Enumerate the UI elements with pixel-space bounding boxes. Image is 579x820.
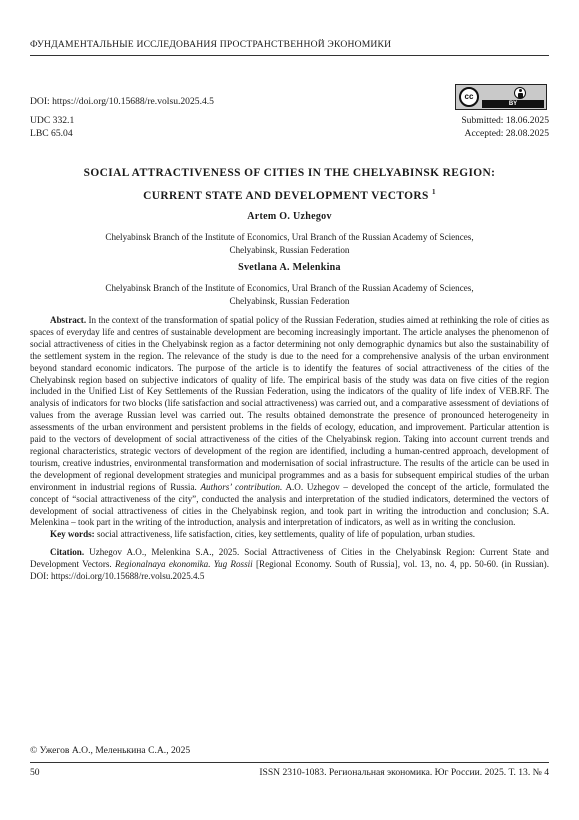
journal-issn-line: ISSN 2310-1083. Региональная экономика. Юг России. 2025. Т. 13. № 4 <box>259 767 549 778</box>
title-line-1: SOCIAL ATTRACTIVENESS OF CITIES IN THE CHELYABINSK REGION: <box>83 167 496 179</box>
citation-details: [Regional Economy. South of Russia], vol. 13, no. 4, pp. 50-60. (in Russian). DOI: https://doi.org/10.15688/re.volsu.2025.4.5 <box>30 559 549 582</box>
lbc-code: LBC 65.04 <box>30 128 73 139</box>
citation-paragraph <box>30 547 549 583</box>
running-header: ФУНДАМЕНТАЛЬНЫЕ ИССЛЕДОВАНИЯ ПРОСТРАНСТВЕННОЙ ЭКОНОМИКИ <box>30 39 392 50</box>
creative-commons-icon: cc <box>459 87 479 107</box>
contribution-label: Authors’ contribution. <box>200 481 283 492</box>
header-divider <box>30 55 549 56</box>
keywords-text: social attractiveness, life satisfaction, cities, key settlements, quality of life of population, urban studies. <box>97 529 476 540</box>
citation-text: Uzhegov A.O., Melenkina S.A., 2025. Social Attractiveness of Cities in the Chelyabinsk Region: Current State and Development Vectors. <box>30 547 549 570</box>
by-label: BY <box>482 100 544 108</box>
copyright-notice: © Ужегов А.О., Меленькина С.А., 2025 <box>30 745 191 756</box>
submission-dates <box>461 114 549 140</box>
author-name-2: Svetlana A. Melenkina <box>238 262 341 273</box>
attribution-person-icon <box>514 87 526 99</box>
citation-label: Citation. <box>50 547 85 558</box>
author-affiliation-1 <box>60 231 519 257</box>
citation-journal: Regionalnaya ekonomika. Yug Rossii <box>115 559 253 570</box>
affiliation-line: Chelyabinsk, Russian Federation <box>229 245 350 255</box>
affiliation-line: Chelyabinsk Branch of the Institute of Economics, Ural Branch of the Russian Academy of Sciences, <box>105 232 474 242</box>
submitted-date: Submitted: 18.06.2025 <box>461 115 549 126</box>
abstract-paragraph <box>30 315 549 529</box>
doi-link[interactable]: DOI: https://doi.org/10.15688/re.volsu.2025.4.5 <box>30 96 214 107</box>
abstract-label: Abstract. <box>50 315 87 325</box>
cc-by-license-badge[interactable] <box>455 84 547 110</box>
title-line-2: CURRENT STATE AND DEVELOPMENT VECTORS <box>143 189 429 202</box>
author-affiliation-2 <box>60 282 519 308</box>
footer-divider <box>30 762 549 763</box>
affiliation-line: Chelyabinsk Branch of the Institute of Economics, Ural Branch of the Russian Academy of Sciences, <box>105 283 474 293</box>
page-number: 50 <box>30 767 40 778</box>
affiliation-line: Chelyabinsk, Russian Federation <box>229 296 350 306</box>
title-footnote-mark[interactable]: 1 <box>432 188 436 196</box>
udc-code: UDC 332.1 <box>30 115 75 126</box>
abstract-text: In the context of the transformation of spatial policy of the Russian Federation, studies aimed at rethinking the role of cities as spaces of everyday life and centres of sustainable development are becoming increasingly important. The article analyses the phenomenon of social attractiveness of cities in the Chelyabinsk region as a factor determining not only demographic dynamics but also the sustainability of the settlement system in the region. The relevance of the study is due to the need for a comprehensive analysis of the urban environment beyond standard economic indicators. The purpose of the article is to identify the features of social attractiveness of the cities of the Chelyabinsk region based on subjective indicators of quality of life. The empirical basis of the study was data on five cities of the region included in the Unified List of Key Settlements of the Russian Federation, using the indicators of the quality of life index of VEB.RF. The analysis of indicators for two blocks (life satisfaction and social attractiveness) was carried out, and a comparative assessment of deviations of values from the average Russian level was carried out. The results obtained demonstrate the presence of pronounced heterogeneity in assessments of the urban environment and persistent problems in the fields of ecology, education, and improvement. Particular attention is paid to the vectors of development of social attractiveness of the cities of the Chelyabinsk region. Taking into account current trends and regional characteristics, strategic vectors of development of the region are identified, including a human-centred approach, development of tourism, creative industries, environmental transformation and modernisation of social infrastructure. The results of the article can be used in the development of regional development strategies and municipal programmes and as a basis for subsequent empirical studies of the urban environment in industrial regions of Russia. <box>30 315 549 492</box>
keywords-paragraph <box>30 529 549 541</box>
keywords-label: Key words: <box>50 529 95 540</box>
author-name-1: Artem O. Uzhegov <box>247 211 332 222</box>
abstract-section <box>30 315 549 583</box>
article-title <box>40 164 539 206</box>
contribution-text: A.O. Uzhegov – developed the concept of the article, formulated the concept of “social attractiveness of the city”, conducted the analysis and interpretation of the studied indicators, determined the vectors of development of social attractiveness of cities in the Chelyabinsk region, and took part in writing the introduction and conclusion; S.A. Melenkina – took part in the writing of the introduction, analysis and interpretation of indicators, as well as in writing the conclusion. <box>30 481 549 528</box>
classification-codes <box>30 114 74 140</box>
accepted-date: Accepted: 28.08.2025 <box>464 128 549 139</box>
